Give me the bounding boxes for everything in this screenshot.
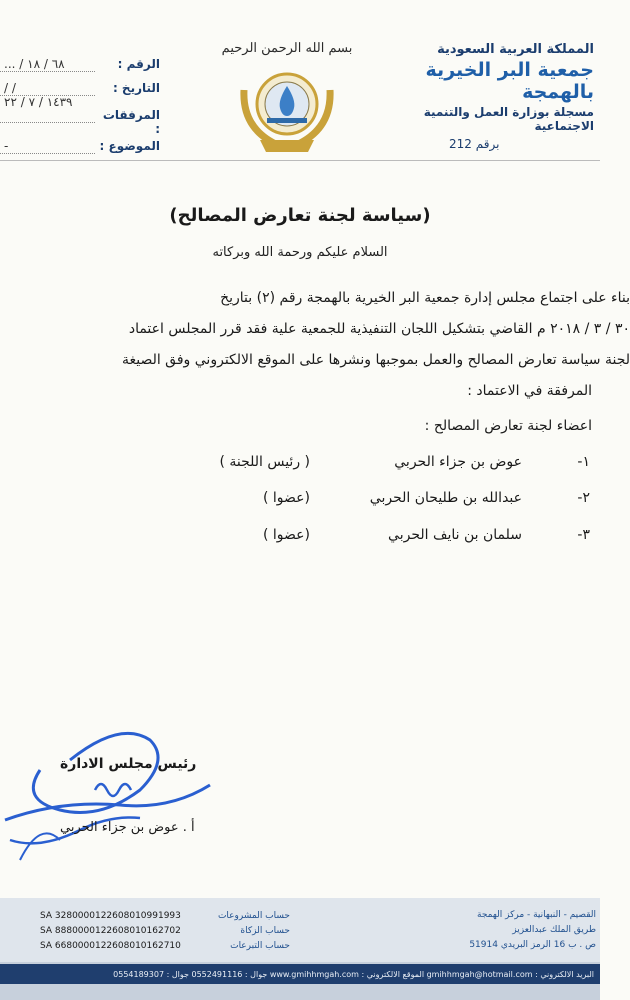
handwritten-signature — [0, 700, 220, 880]
paragraph-line: لجنة سياسة تعارض المصالح والعمل بموجبها ونشرها على الموقع الالكتروني وفق الصيغة — [121, 352, 630, 368]
contact-strip — [0, 964, 600, 984]
member-name: عوض بن جزاء الحربي — [394, 454, 522, 470]
account-label: حساب التبرعات — [230, 940, 290, 951]
member-name: عبدالله بن طليحان الحربي — [369, 490, 522, 506]
address-line: طريق الملك عبدالعزيز — [512, 925, 596, 935]
paragraph-line: بناء على اجتماع مجلس إدارة جمعية البر الخيرية بالهمجة رقم (٢) بتاريخ — [220, 290, 630, 306]
bank-accounts — [40, 908, 290, 953]
member-name: سلمان بن نايف الحربي — [388, 527, 522, 543]
meta-attachments: المرفقات : — [0, 110, 160, 134]
header-divider — [0, 160, 600, 161]
meta-number: الرقم : ٦٨ / ١٨ / ... — [0, 52, 160, 76]
members-heading: اعضاء لجنة تعارض المصالح : — [424, 418, 592, 434]
account-row — [40, 908, 290, 923]
account-label: حساب المشروعات — [217, 910, 290, 921]
member-row — [0, 454, 600, 476]
account-row — [40, 923, 290, 938]
contact-text: البريد الالكتروني : gmihhmgah@hotmail.com الموقع الالكتروني : www.gmihhmgah.com جوال : 0552491116 جوال : 0554189307 — [113, 969, 594, 979]
member-number: ٢- — [577, 490, 590, 506]
basmala-text: بسم الله الرحمن الرحيم — [221, 41, 353, 56]
emblem-icon — [222, 30, 352, 160]
letter-meta — [0, 52, 160, 158]
paragraph-line: المرفقة في الاعتماد : — [467, 383, 592, 399]
account-label: حساب الزكاة — [240, 925, 290, 936]
member-role: (عضوا ) — [263, 490, 310, 506]
paragraph-line: ٣٠ / ٣ / ٢٠١٨ م القاضي بتشكيل اللجان التنفيذية للجمعية علية فقد قرر المجلس اعتماد — [128, 321, 630, 337]
member-row — [0, 527, 600, 549]
member-number: ٣- — [577, 527, 590, 543]
account-number: SA 8880000122608010162702 — [40, 925, 181, 936]
meta-hijri-date: ١٤٣٩ / ٧ / ٢٢ — [4, 95, 73, 109]
member-role: ( رئيس اللجنة ) — [219, 454, 310, 470]
registration-number: برقم 212 — [449, 137, 500, 151]
signatory-title: رئيس مجلس الادارة — [60, 756, 197, 772]
kingdom-name: المملكة العربية السعودية — [437, 42, 594, 57]
letter-title: (سياسة لجنة تعارض المصالح) — [169, 205, 431, 226]
org-emblem-logo — [222, 30, 352, 160]
member-role: (عضوا ) — [263, 527, 310, 543]
org-name: جمعية البر الخيرية بالهمجة — [425, 59, 594, 103]
address-block — [416, 908, 596, 953]
org-header — [389, 42, 594, 151]
meta-date: التاريخ : / / — [0, 76, 160, 100]
account-number: SA 6680000122608010162710 — [40, 940, 181, 951]
signatory-name: أ . عوض بن جزاء الحربي — [60, 820, 195, 835]
member-row — [0, 490, 600, 512]
account-row — [40, 938, 290, 953]
member-number: ١- — [577, 454, 590, 470]
body-paragraph — [0, 283, 630, 407]
greeting: السلام عليكم ورحمة الله وبركاته — [212, 245, 388, 260]
account-number: SA 3280000122608010991993 — [40, 910, 181, 921]
registration-line: مسجلة بوزارة العمل والتنمية الاجتماعية — [423, 105, 594, 133]
meta-subject: الموضوع : - — [0, 134, 160, 158]
address-line: القصيم - النبهانية - مركز الهمجة — [477, 910, 596, 920]
address-line: ص . ب 16 الرمز البريدي 51914 — [469, 940, 596, 950]
